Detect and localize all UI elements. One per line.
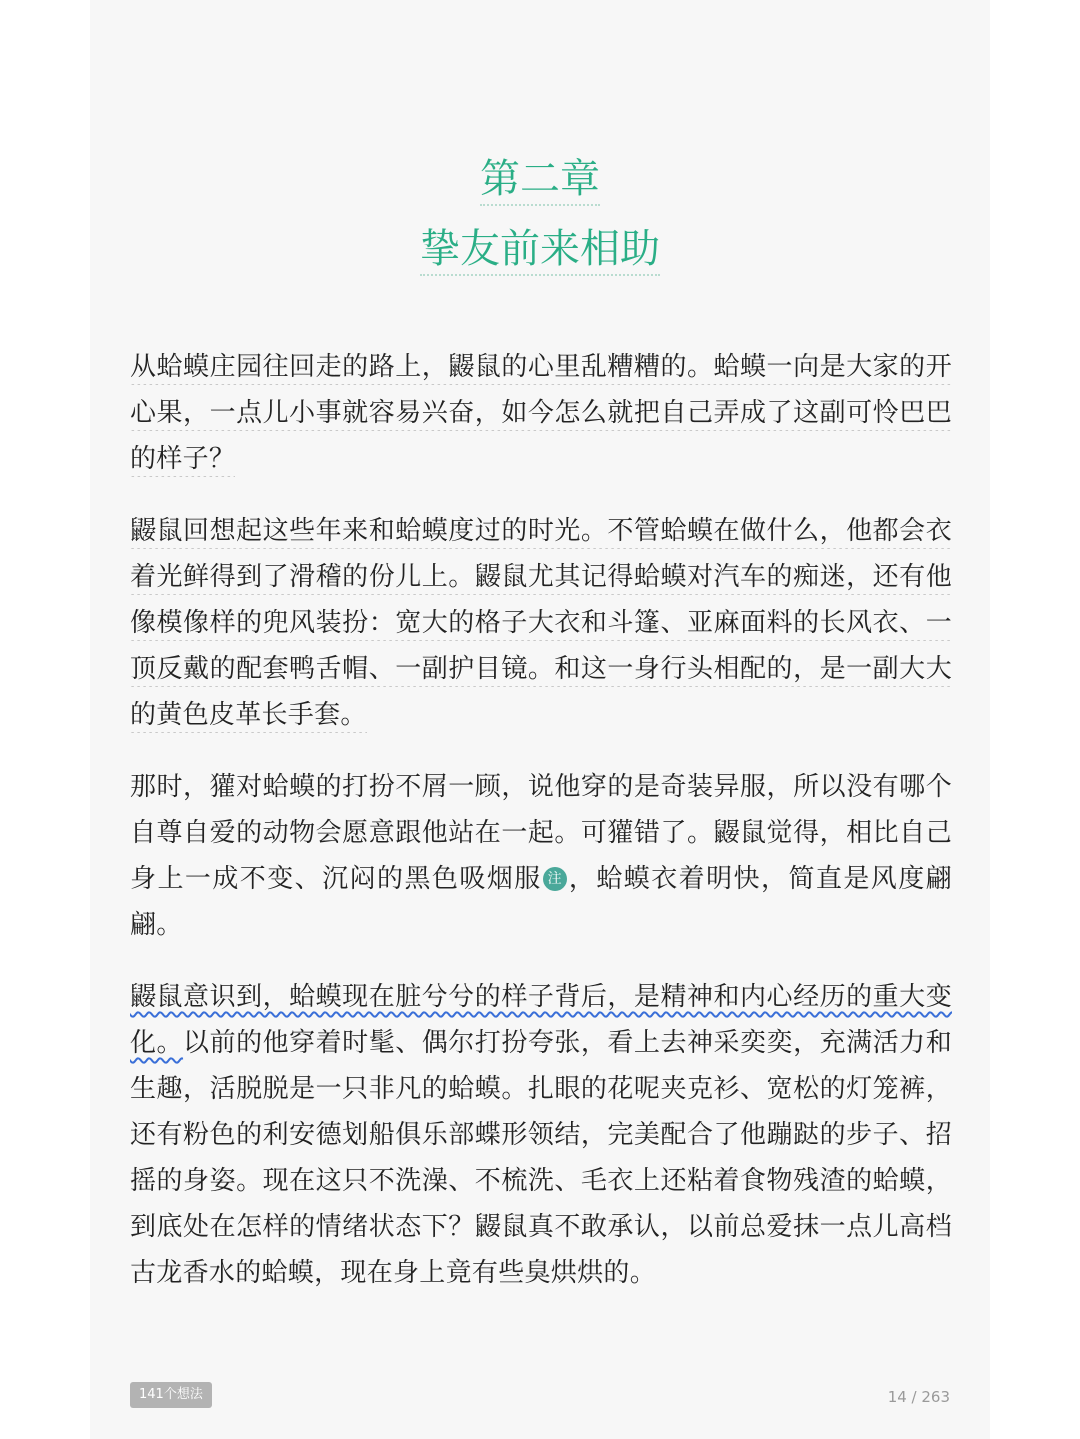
paragraph-text[interactable]: 从蛤蟆庄园往回走的路上，鼹鼠的心里乱糟糟的。蛤蟆一向是大家的开心果，一点儿小事就容易兴奋，如今怎么就把自己弄成了这副可怜巴巴的样子？ bbox=[130, 352, 952, 477]
paragraph-text[interactable]: 以前的他穿着时髦、偶尔打扮夸张，看上去神采奕奕，充满活力和生趣，活脱脱是一只非凡的蛤蟆。扎眼的花呢夹克衫、宽松的灯笼裤，还有粉色的利安德划船俱乐部蝶形领结，完美配合了他蹦跶的步子、招摇的身姿。现在这只不洗澡、不梳洗、毛衣上还粘着食物残渣的蛤蟆，到底处在怎样的情绪状态下？鼹鼠真不敢承认，以前总爱抹一点儿高档古龙香水的蛤蟆，现在身上竟有些臭烘烘的。 bbox=[130, 1028, 952, 1288]
chapter-number bbox=[90, 152, 990, 206]
chapter-number-text[interactable]: 第二章 bbox=[480, 156, 600, 206]
paragraph-text[interactable]: 鼹鼠回想起这些年来和蛤蟆度过的时光。不管蛤蟆在做什么，他都会衣着光鲜得到了滑稽的份儿上。鼹鼠尤其记得蛤蟆对汽车的痴迷，还有他像模像样的兜风装扮：宽大的格子大衣和斗篷、亚麻面料的长风衣、一顶反戴的配套鸭舌帽、一副护目镜。和这一身行头相配的，是一副大大的黄色皮革长手套。 bbox=[130, 516, 952, 733]
chapter-title bbox=[90, 222, 990, 276]
paragraph-2 bbox=[130, 508, 952, 738]
paragraph-text[interactable]: 那时，獾对蛤蟆的打扮不屑一顾，说他穿的是奇装异服，所以没有哪个自尊自爱的动物会愿意跟他站在一起。可獾错了。鼹鼠觉得，相比自己身上一成不变、沉闷的黑色吸烟服 bbox=[130, 772, 952, 894]
paragraph-text[interactable]: ，蛤蟆衣着明快，简直是风度翩翩。 bbox=[130, 864, 952, 940]
highlighted-text[interactable]: 鼹鼠意识到，蛤蟆现在脏兮兮的样子背后，是精神和内心经历的重大变化。 bbox=[130, 982, 952, 1058]
ideas-count-button[interactable]: 141个想法 bbox=[130, 1382, 212, 1408]
footnote-marker[interactable]: 注 bbox=[543, 867, 567, 891]
paragraph-3 bbox=[130, 764, 952, 948]
chapter-title-text[interactable]: 挚友前来相助 bbox=[420, 226, 660, 276]
paragraph-4 bbox=[130, 974, 952, 1296]
reader-page bbox=[90, 0, 990, 1439]
paragraph-1 bbox=[130, 344, 952, 482]
chapter-body bbox=[130, 344, 952, 1322]
page-indicator: 14 / 263 bbox=[887, 1388, 950, 1406]
